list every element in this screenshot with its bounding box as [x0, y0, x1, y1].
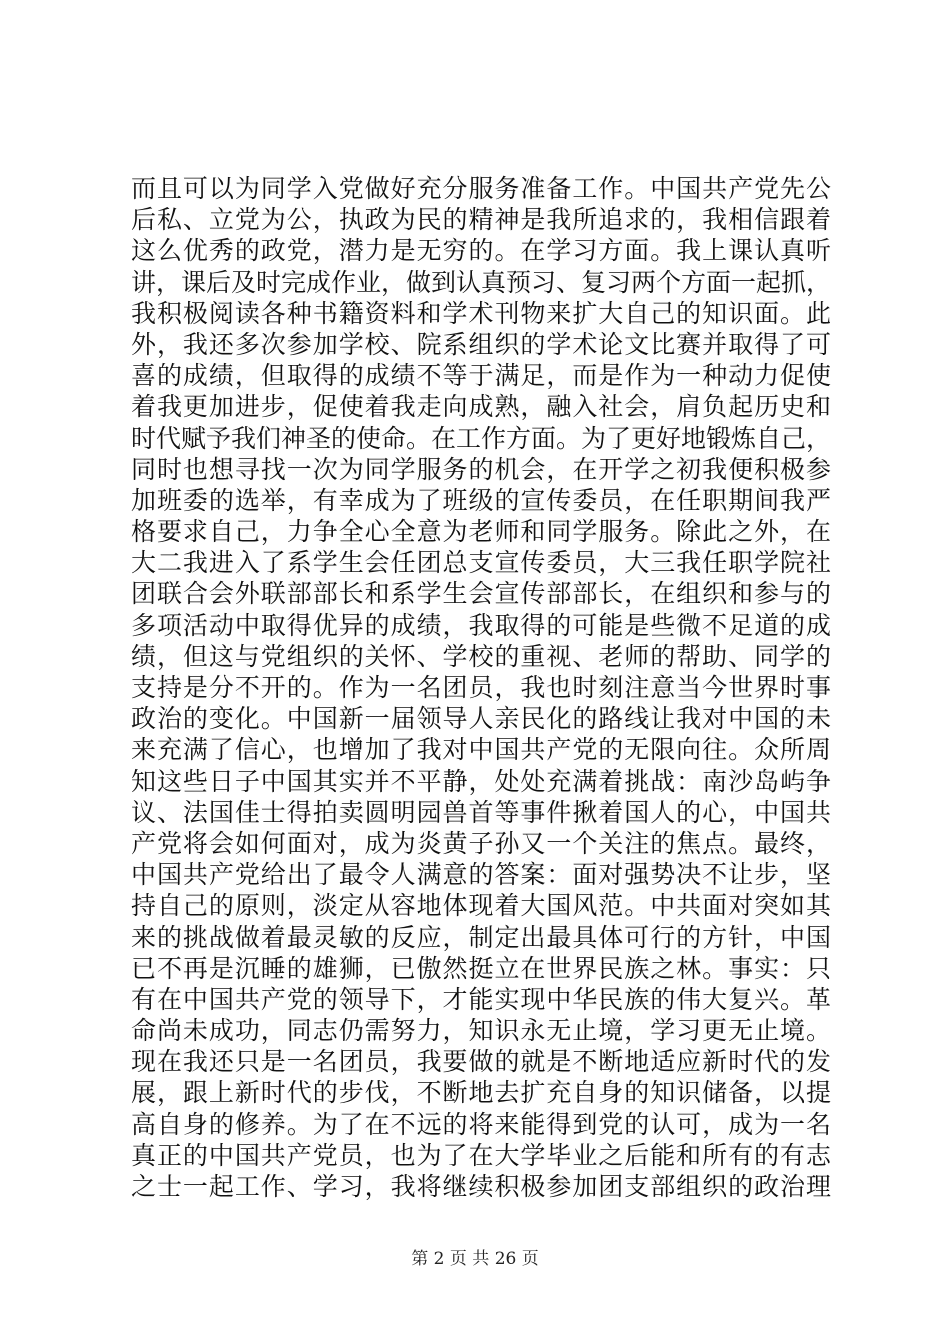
text-line: 我积极阅读各种书籍资料和学术刊物来扩大自己的知识面。此	[131, 298, 831, 328]
text-line: 团联合会外联部部长和系学生会宣传部部长，在组织和参与的	[131, 579, 831, 609]
text-line: 时代赋予我们神圣的使命。在工作方面。为了更好地锻炼自己，	[131, 423, 832, 453]
text-line: 命尚未成功，同志仍需努力，知识永无止境，学习更无止境。	[131, 1016, 831, 1046]
text-line: 知这些日子中国其实并不平静，处处充满着挑战：南沙岛屿争	[131, 766, 831, 796]
text-line: 有在中国共产党的领导下，才能实现中华民族的伟大复兴。革	[131, 984, 831, 1014]
text-line: 已不再是沉睡的雄狮，已傲然挺立在世界民族之林。事实：只	[131, 953, 831, 983]
text-line: 喜的成绩，但取得的成绩不等于满足，而是作为一种动力促使	[131, 361, 831, 391]
text-line: 中国共产党给出了最令人满意的答案：面对强势决不让步，坚	[131, 860, 831, 890]
text-line: 持自己的原则，淡定从容地体现着大国风范。中共面对突如其	[131, 891, 831, 921]
text-line: 外，我还多次参加学校、院系组织的学术论文比赛并取得了可	[131, 329, 831, 359]
text-line: 着我更加进步，促使着我走向成熟，融入社会，肩负起历史和	[131, 392, 831, 422]
text-line: 多项活动中取得优异的成绩，我取得的可能是些微不足道的成	[131, 610, 831, 640]
text-line: 之士一起工作、学习，我将继续积极参加团支部组织的政治理	[131, 1172, 831, 1201]
text-line: 加班委的选举，有幸成为了班级的宣传委员，在任职期间我严	[131, 485, 831, 515]
text-line: 展，跟上新时代的步伐，不断地去扩充自身的知识储备，以提	[131, 1078, 831, 1108]
text-line: 政治的变化。中国新一届领导人亲民化的路线让我对中国的未	[131, 704, 831, 734]
text-line: 同时也想寻找一次为同学服务的机会，在开学之初我便积极参	[131, 454, 831, 484]
text-line: 来充满了信心，也增加了我对中国共产党的无限向往。众所周	[131, 735, 831, 765]
text-line: 讲，课后及时完成作业，做到认真预习、复习两个方面一起抓，	[131, 267, 832, 297]
page-footer: 第 2 页 共 26 页	[411, 1249, 539, 1269]
text-line: 格要求自己，力争全心全意为老师和同学服务。除此之外，在	[131, 517, 831, 547]
text-line: 大二我进入了系学生会任团总支宣传委员，大三我任职学院社	[131, 548, 831, 578]
text-line: 议、法国佳士得拍卖圆明园兽首等事件揪着国人的心，中国共	[131, 797, 831, 827]
text-line: 来的挑战做着最灵敏的反应，制定出最具体可行的方针，中国	[131, 922, 831, 952]
text-line: 高自身的修养。为了在不远的将来能得到党的认可，成为一名	[131, 1109, 831, 1139]
text-line: 这么优秀的政党，潜力是无穷的。在学习方面。我上课认真听	[131, 236, 831, 266]
text-line: 而且可以为同学入党做好充分服务准备工作。中国共产党先公	[131, 174, 831, 203]
text-line: 产党将会如何面对，成为炎黄子孙又一个关注的焦点。最终，	[131, 828, 831, 858]
text-line: 绩，但这与党组织的关怀、学校的重视、老师的帮助、同学的	[131, 641, 831, 671]
body-text	[131, 173, 831, 1202]
text-line: 后私、立党为公，执政为民的精神是我所追求的，我相信跟着	[131, 205, 831, 235]
text-line: 真正的中国共产党员，也为了在大学毕业之后能和所有的有志	[131, 1140, 831, 1170]
text-line: 现在我还只是一名团员，我要做的就是不断地适应新时代的发	[131, 1047, 831, 1077]
text-line: 支持是分不开的。作为一名团员，我也时刻注意当今世界时事	[131, 673, 831, 702]
